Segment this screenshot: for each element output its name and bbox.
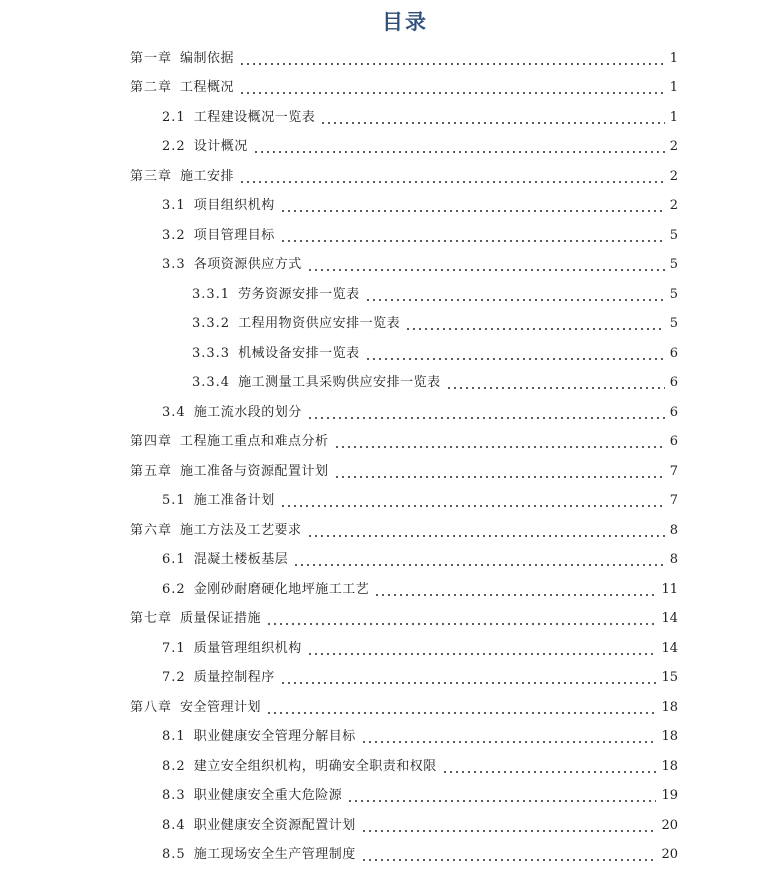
- toc-entry-number: 3.3: [162, 257, 186, 273]
- dot-leader: [347, 788, 656, 804]
- toc-entry[interactable]: [0, 133, 678, 163]
- toc-entry-number: 2.2: [162, 139, 186, 155]
- toc-entry-number: 第一章: [130, 50, 173, 66]
- toc-entry-label: 施工流水段的划分: [193, 404, 302, 420]
- dot-leader: [365, 346, 665, 362]
- toc-page-number: 6: [669, 404, 678, 420]
- toc-page-number: 18: [661, 758, 678, 774]
- toc-entry[interactable]: [0, 811, 678, 841]
- toc-page-number: 1: [669, 80, 678, 96]
- toc-entry-number: 3.3.3: [192, 345, 231, 361]
- toc-entry-label: 项目组织机构: [193, 198, 275, 214]
- dot-leader: [239, 51, 665, 67]
- toc-page-number: 5: [669, 316, 678, 332]
- toc-entry[interactable]: [0, 339, 678, 369]
- toc-entry[interactable]: [0, 605, 678, 635]
- toc-entry[interactable]: [0, 575, 678, 605]
- dot-leader: [239, 80, 665, 96]
- toc-entry[interactable]: [0, 841, 678, 871]
- toc-entry-number: 3.4: [162, 404, 186, 420]
- toc-page-number: 20: [661, 847, 678, 863]
- toc-entry-label: 编制依据: [180, 50, 235, 66]
- toc-page-number: 14: [661, 611, 678, 627]
- toc-entry-label: 施工测量工具采购供应安排一览表: [238, 375, 441, 391]
- page-title: 目录: [382, 10, 428, 34]
- toc-entry-number: 8.5: [162, 847, 186, 863]
- toc-entry-number: 8.4: [162, 817, 186, 833]
- dot-leader: [307, 523, 665, 539]
- dot-leader: [374, 582, 656, 598]
- toc-entry[interactable]: [0, 752, 678, 782]
- toc-page-number: 8: [669, 552, 678, 568]
- toc-entry[interactable]: [0, 221, 678, 251]
- toc-entry[interactable]: [0, 74, 678, 104]
- toc-entry-number: 第四章: [130, 434, 173, 450]
- toc-entry[interactable]: [0, 634, 678, 664]
- toc-page-number: 8: [669, 522, 678, 538]
- dot-leader: [361, 729, 657, 745]
- toc-entry-label: 机械设备安排一览表: [238, 345, 360, 361]
- dot-leader: [307, 641, 657, 657]
- toc-entry-label: 施工准备计划: [193, 493, 275, 509]
- toc-entry-label: 设计概况: [193, 139, 248, 155]
- toc-entry-number: 第六章: [130, 522, 173, 538]
- toc-entry-label: 施工方法及工艺要求: [180, 522, 302, 538]
- toc-entry-number: 5.1: [162, 493, 186, 509]
- toc-page-number: 1: [669, 50, 678, 66]
- toc-entry-label: 项目管理目标: [193, 227, 275, 243]
- toc-page-number: 5: [669, 257, 678, 273]
- toc-page-number: 2: [669, 198, 678, 214]
- toc-entry-number: 第二章: [130, 80, 173, 96]
- toc-entry-label: 建立安全组织机构，明确安全职责和权限: [193, 758, 437, 774]
- toc-entry-number: 3.3.4: [192, 375, 231, 391]
- toc-entry[interactable]: [0, 516, 678, 546]
- dot-leader: [361, 818, 657, 834]
- toc-entry-number: 8.2: [162, 758, 186, 774]
- toc-page-number: 6: [669, 434, 678, 450]
- toc-entry-number: 7.2: [162, 670, 186, 686]
- toc-page-number: 6: [669, 375, 678, 391]
- dot-leader: [334, 434, 665, 450]
- toc-entry[interactable]: [0, 723, 678, 753]
- toc-page-number: 1: [669, 109, 678, 125]
- toc-entry-label: 职业健康安全管理分解目标: [193, 729, 356, 745]
- dot-leader: [266, 700, 656, 716]
- toc-entry-label: 各项资源供应方式: [193, 257, 302, 273]
- toc-entry-label: 质量保证措施: [180, 611, 262, 627]
- dot-leader: [446, 375, 665, 391]
- toc-page-number: 7: [669, 463, 678, 479]
- toc-entry[interactable]: [0, 398, 678, 428]
- toc-page-number: 19: [661, 788, 678, 804]
- toc-entry-label: 劳务资源安排一览表: [238, 286, 360, 302]
- toc-entry-number: 7.1: [162, 640, 186, 656]
- toc-page-number: 18: [661, 729, 678, 745]
- toc-entry-number: 3.3.1: [192, 286, 231, 302]
- toc-page-number: 2: [669, 139, 678, 155]
- toc-page-number: 14: [661, 640, 678, 656]
- toc-entry-label: 混凝土楼板基层: [193, 552, 289, 568]
- toc-entry-label: 职业健康安全资源配置计划: [193, 817, 356, 833]
- toc-entry-label: 工程概况: [180, 80, 235, 96]
- table-of-contents: [0, 44, 760, 870]
- toc-entry[interactable]: [0, 369, 678, 399]
- toc-entry-label: 施工准备与资源配置计划: [180, 463, 329, 479]
- toc-page-number: 6: [669, 345, 678, 361]
- dot-leader: [307, 405, 665, 421]
- toc-entry-label: 工程建设概况一览表: [193, 109, 316, 125]
- toc-entry[interactable]: [0, 192, 678, 222]
- toc-entry-number: 6.1: [162, 552, 186, 568]
- toc-page-number: 2: [669, 168, 678, 184]
- dot-leader: [280, 670, 657, 686]
- toc-page-number: 11: [661, 581, 678, 597]
- toc-entry-number: 第三章: [130, 168, 173, 184]
- dot-leader: [361, 847, 657, 863]
- dot-leader: [293, 552, 665, 568]
- toc-page-number: 5: [669, 227, 678, 243]
- toc-entry-number: 第五章: [130, 463, 173, 479]
- toc-entry[interactable]: [0, 162, 678, 192]
- toc-entry-number: 2.1: [162, 109, 186, 125]
- toc-entry-label: 工程施工重点和难点分析: [180, 434, 329, 450]
- toc-page-number: 18: [661, 699, 678, 715]
- toc-entry[interactable]: [0, 546, 678, 576]
- dot-leader: [280, 198, 665, 214]
- toc-page-number: 7: [669, 493, 678, 509]
- dot-leader: [320, 110, 665, 126]
- toc-entry[interactable]: [0, 457, 678, 487]
- dot-leader: [405, 316, 665, 332]
- toc-page-number: 20: [661, 817, 678, 833]
- dot-leader: [334, 464, 665, 480]
- toc-entry[interactable]: [0, 664, 678, 694]
- toc-entry[interactable]: [0, 310, 678, 340]
- toc-entry-label: 施工安排: [180, 168, 235, 184]
- toc-entry-label: 安全管理计划: [180, 699, 262, 715]
- toc-entry-label: 质量控制程序: [193, 670, 275, 686]
- toc-entry[interactable]: [0, 487, 678, 517]
- toc-entry-number: 8.3: [162, 788, 186, 804]
- toc-entry-number: 第八章: [130, 699, 173, 715]
- toc-entry-label: 金刚砂耐磨硬化地坪施工工艺: [193, 581, 370, 597]
- toc-entry-label: 工程用物资供应安排一览表: [238, 316, 401, 332]
- toc-page-number: 15: [661, 670, 678, 686]
- toc-entry-label: 施工现场安全生产管理制度: [193, 847, 356, 863]
- toc-entry[interactable]: [0, 782, 678, 812]
- toc-entry-number: 3.2: [162, 227, 186, 243]
- toc-entry-label: 职业健康安全重大危险源: [193, 788, 343, 804]
- dot-leader: [280, 493, 665, 509]
- toc-entry-number: 8.1: [162, 729, 186, 745]
- toc-entry-number: 第七章: [130, 611, 173, 627]
- toc-entry-number: 3.1: [162, 198, 186, 214]
- toc-entry[interactable]: [0, 693, 678, 723]
- toc-entry-number: 6.2: [162, 581, 186, 597]
- toc-page-number: 5: [669, 286, 678, 302]
- toc-entry[interactable]: [0, 251, 678, 281]
- toc-entry[interactable]: [0, 280, 678, 310]
- toc-entry[interactable]: [0, 428, 678, 458]
- toc-entry-number: 3.3.2: [192, 316, 231, 332]
- dot-leader: [307, 257, 665, 273]
- dot-leader: [442, 759, 657, 775]
- dot-leader: [253, 139, 665, 155]
- dot-leader: [280, 228, 665, 244]
- dot-leader: [365, 287, 665, 303]
- toc-entry[interactable]: [0, 44, 678, 74]
- dot-leader: [239, 169, 665, 185]
- toc-entry[interactable]: [0, 103, 678, 133]
- dot-leader: [266, 611, 656, 627]
- toc-entry-label: 质量管理组织机构: [193, 640, 302, 656]
